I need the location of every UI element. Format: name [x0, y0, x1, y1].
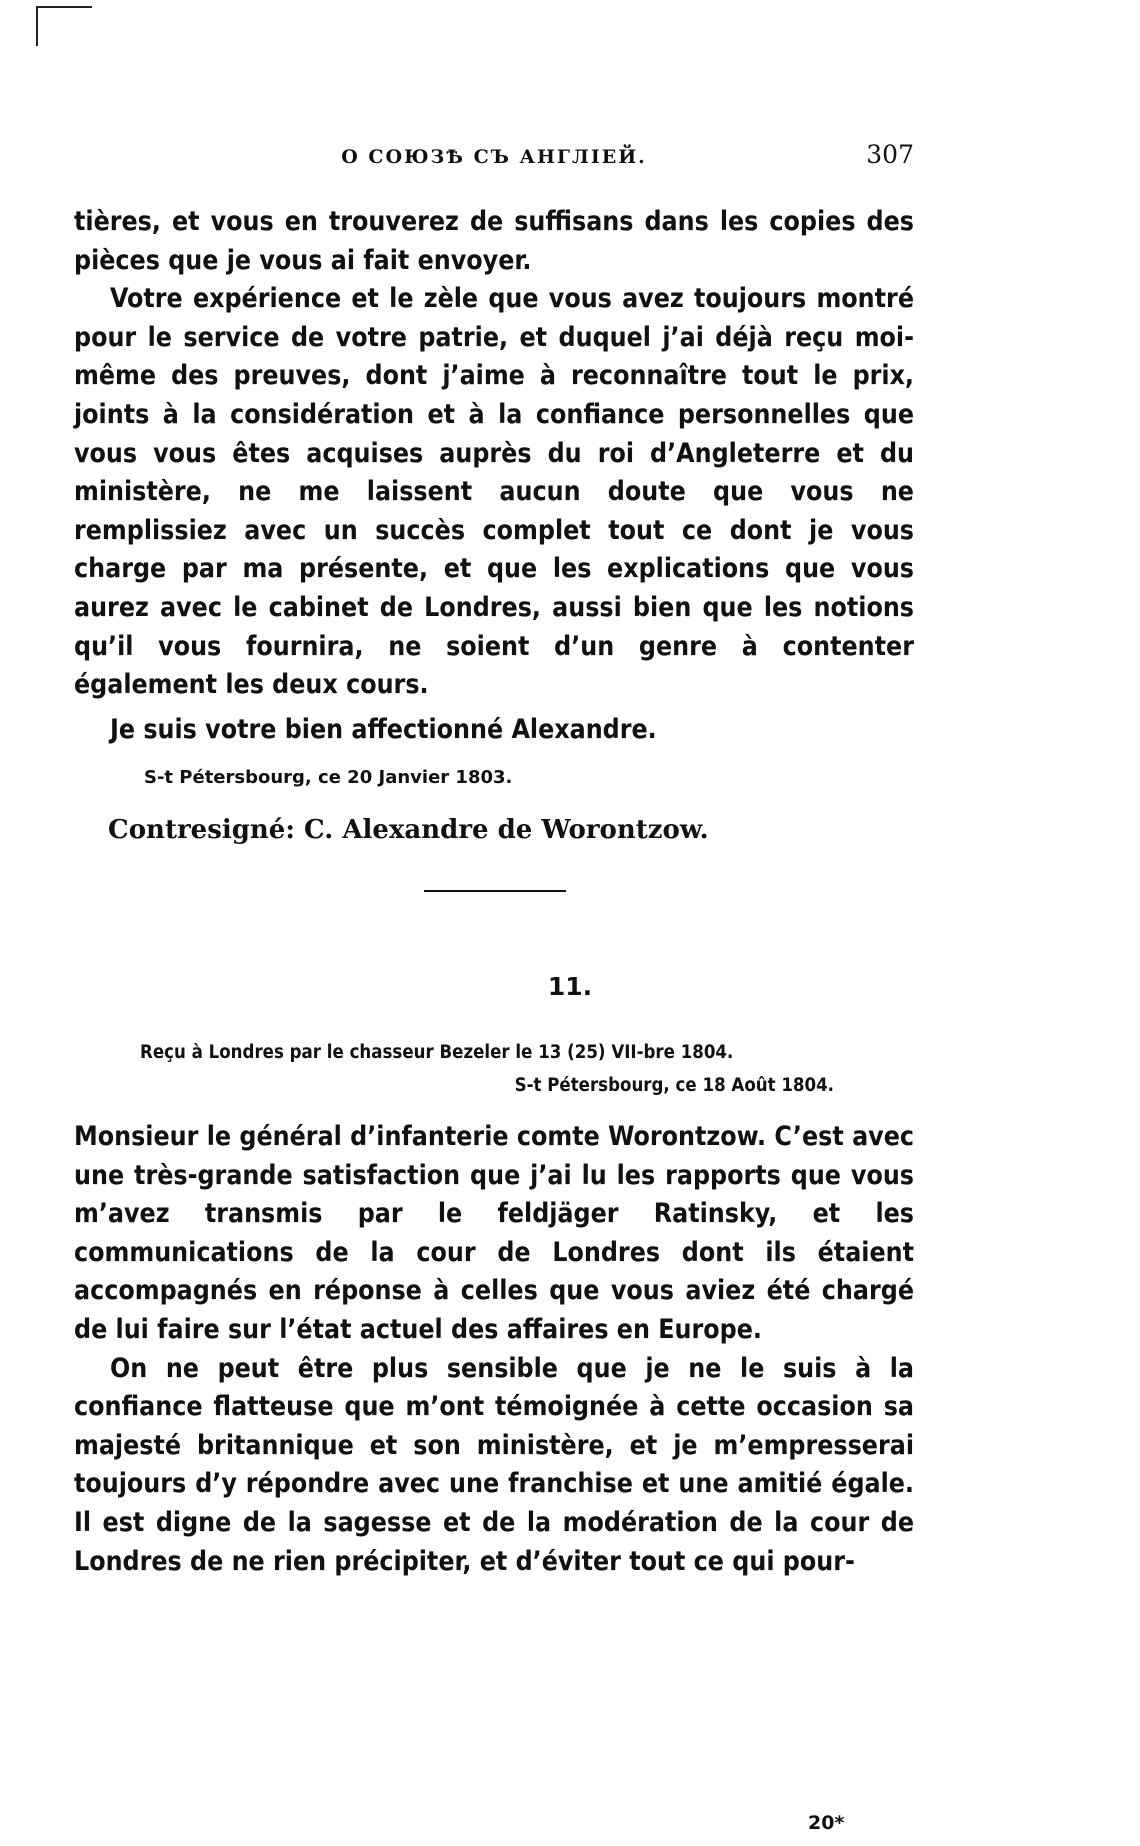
corner-crop-mark-vertical [36, 6, 38, 46]
letter-2-place-date: S-t Pétersbourg, ce 18 Août 1804. [514, 1075, 834, 1096]
page-number: 307 [866, 140, 914, 169]
letter-2-body [74, 1118, 914, 1581]
letter-1-body [74, 203, 914, 705]
letter-1-closing: Je suis votre bien affectionné Alexandre. [110, 714, 657, 745]
corner-crop-mark [36, 6, 92, 8]
letter-2-paragraph: Monsieur le général d’infanterie comte Worontzow. C’est avec une très-grande satisfaction que j’ai lu les rapports que vous m’avez transmis par le feldjäger Ratinsky, et les communications de la cour de Londres dont ils étaient accompagnés en réponse à celles que vous aviez été chargé de lui faire sur l’état actuel des affaires en Europe. [74, 1121, 914, 1345]
running-title: О СОЮЗѢ СЪ АНГЛІЕЙ. [341, 146, 647, 168]
letter-1-countersign: Contresigné: C. Alexandre de Worontzow. [108, 815, 709, 845]
letter-2-number: 11. [547, 972, 593, 1001]
letter-1-paragraph: Votre expérience et le zèle que vous avez toujours montré pour le service de votre patrie, et duquel j’ai déjà reçu moi-même des preuves, dont j’aime à reconnaître tout le prix, joints à la considération et à la confiance personnelles que vous vous êtes acquises auprès du roi d’Angleterre et du ministère, ne me laissent aucun doute que vous ne remplissiez avec un succès complet tout ce dont je vous charge par ma présente, et que les explications que vous aurez avec le cabinet de Londres, aussi bien que les notions qu’il vous fournira, ne soient d’un genre à contenter également les deux cours. [74, 283, 914, 701]
letter-2-paragraph: On ne peut être plus sensible que je ne le suis à la confiance flatteuse que m’ont témoignée à cette occasion sa majesté britannique et son ministère, et je m’empresserai toujours d’y répondre avec une franchise et une amitié égale. Il est digne de la sagesse et de la modération de la cour de Londres de ne rien précipiter, et d’éviter tout ce qui pour- [74, 1352, 914, 1577]
letter-1-place-date: S-t Pétersbourg, ce 20 Janvier 1803. [144, 767, 513, 788]
printer-signature-mark: 20* [808, 1812, 845, 1834]
running-head [74, 140, 914, 176]
letter-2-receipt-note: Reçu à Londres par le chasseur Bezeler le 13 (25) VII-bre 1804. [140, 1042, 734, 1063]
letter-1-paragraph: tières, et vous en trouverez de suffisans dans les copies des pièces que je vous ai fait envoyer. [74, 206, 914, 276]
section-divider [424, 890, 566, 892]
